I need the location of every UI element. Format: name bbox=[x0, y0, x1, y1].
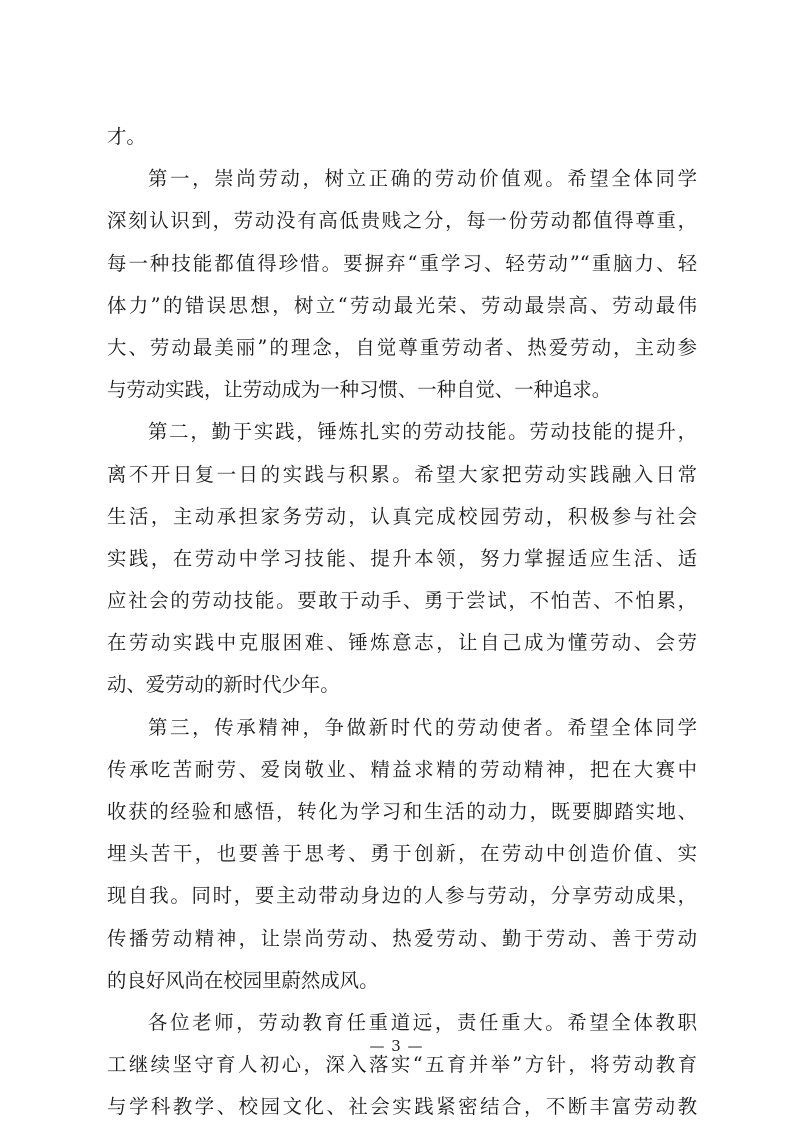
text-line: 才。 bbox=[107, 125, 146, 148]
text-line: 动、爱劳动的新时代少年。 bbox=[107, 673, 340, 697]
text-line: 每一种技能都值得珍惜。要摒弃“重学习、轻劳动”“重脑力、轻 bbox=[107, 251, 697, 275]
text-line: 应社会的劳动技能。要敢于动手、勇于尝试，不怕苦、不怕累， bbox=[107, 589, 697, 613]
text-line: 与劳动实践，让劳动成为一种习惯、一种自觉、一种追求。 bbox=[107, 378, 612, 402]
document-body bbox=[107, 116, 697, 1129]
text-line: 各位老师，劳动教育任重道远，责任重大。希望全体教职 bbox=[148, 1010, 697, 1034]
text-line: 传播劳动精神，让崇尚劳动、热爱劳动、勤于劳动、善于劳动 bbox=[107, 926, 697, 950]
text-line: 深刻认识到，劳动没有高低贵贱之分，每一份劳动都值得尊重， bbox=[107, 209, 697, 233]
text-line: 体力”的错误思想，树立“劳动最光荣、劳动最崇高、劳动最伟 bbox=[107, 293, 697, 317]
text-line: 大、劳动最美丽”的理念，自觉尊重劳动者、热爱劳动，主动参 bbox=[107, 335, 697, 359]
text-line: 埋头苦干，也要善于思考、勇于创新，在劳动中创造价值、实 bbox=[107, 842, 697, 866]
page-number: — 3 — bbox=[369, 1037, 424, 1055]
text-line: 传承吃苦耐劳、爱岗敬业、精益求精的劳动精神，把在大赛中 bbox=[107, 757, 697, 781]
text-line: 现自我。同时，要主动带动身边的人参与劳动，分享劳动成果， bbox=[107, 884, 697, 908]
text-line: 与学科教学、校园文化、社会实践紧密结合，不断丰富劳动教 bbox=[107, 1095, 697, 1119]
text-line: 在劳动实践中克服困难、锤炼意志，让自己成为懂劳动、会劳 bbox=[107, 631, 697, 655]
text-line: 第二，勤于实践，锤炼扎实的劳动技能。劳动技能的提升， bbox=[148, 420, 697, 444]
text-line: 离不开日复一日的实践与积累。希望大家把劳动实践融入日常 bbox=[107, 462, 697, 486]
text-line: 第三，传承精神，争做新时代的劳动使者。希望全体同学 bbox=[148, 715, 697, 739]
text-line: 实践，在劳动中学习技能、提升本领，努力掌握适应生活、适 bbox=[107, 546, 697, 570]
text-line: 的良好风尚在校园里蔚然成风。 bbox=[107, 968, 379, 992]
text-line: 生活，主动承担家务劳动，认真完成校园劳动，积极参与社会 bbox=[107, 504, 697, 528]
text-line: 工继续坚守育人初心，深入落实“五育并举”方针，将劳动教育 bbox=[107, 1053, 697, 1077]
text-line: 第一，崇尚劳动，树立正确的劳动价值观。希望全体同学 bbox=[148, 167, 697, 191]
text-line: 收获的经验和感悟，转化为学习和生活的动力，既要脚踏实地、 bbox=[107, 800, 697, 823]
